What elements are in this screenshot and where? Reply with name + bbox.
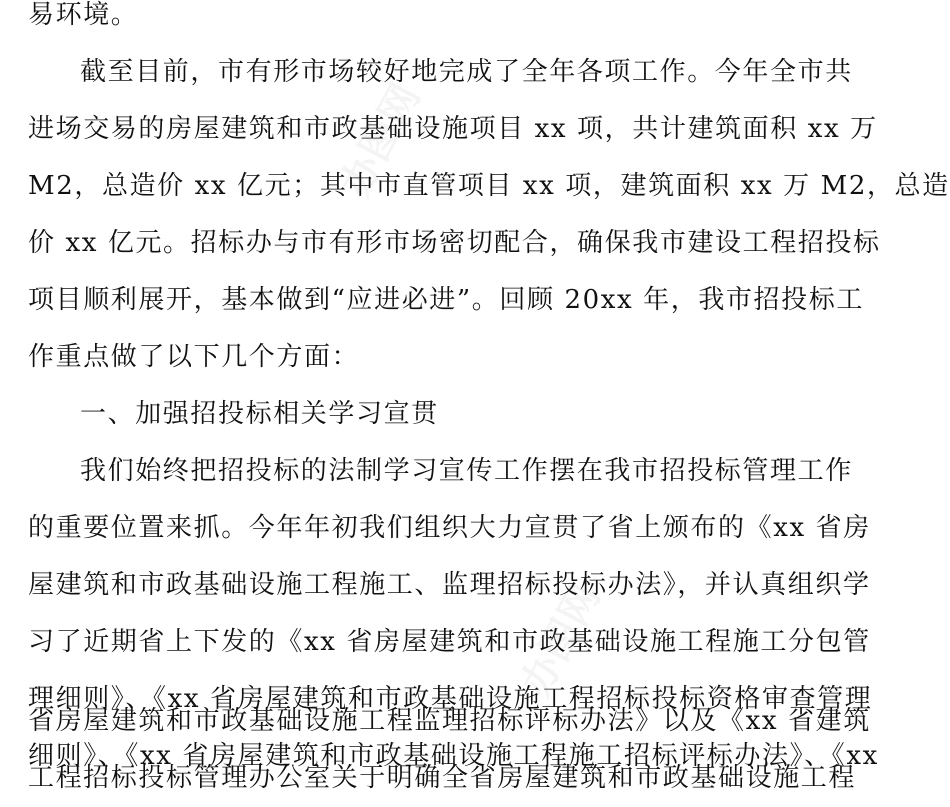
text-line: 的重要位置来抓。今年年初我们组织大力宣贯了省上颁布的《xx 省房: [28, 513, 871, 543]
text-line: 细则》、《xx 省房屋建筑和市政基础设施工程施工招标评标办法》、《xx: [28, 741, 879, 771]
page-text-block-bottom: [28, 693, 879, 807]
text-line: 项目顺利展开，基本做到“应进必进”。回顾 20xx 年，我市招投标工: [28, 285, 864, 315]
text-line: 易环境。: [28, 0, 139, 30]
paragraph-start-line: 我们始终把招投标的法制学习宣传工作摆在我市招投标管理工作: [80, 456, 853, 486]
section-heading: 一、加强招投标相关学习宣贯: [80, 399, 439, 429]
text-line: 进场交易的房屋建筑和市政基础设施项目 xx 项，共计建筑面积 xx 万: [28, 114, 878, 144]
text-line: 省房屋建筑和市政基础设施工程监理招标评标办法》以及《xx 省建筑: [28, 706, 871, 736]
paragraph-start-line: 截至目前，市有形市场较好地完成了全年各项工作。今年全市共: [80, 57, 853, 87]
watermark: 办图网: [332, 76, 430, 204]
text-line: 工程招标投标管理办公室关于明确全省房屋建筑和市政基础设施工程: [28, 763, 857, 793]
text-line: 价 xx 亿元。招标办与市有形市场密切配合，确保我市建设工程招投标: [28, 228, 881, 258]
watermark: 办图网: [512, 576, 610, 704]
text-line: 理细则》、《xx 省房屋建筑和市政基础设施工程招标投标资格审查管理: [28, 684, 873, 714]
page-text-block-top: [28, 0, 950, 785]
text-line: 习了近期省上下发的《xx 省房屋建筑和市政基础设施工程施工分包管: [28, 627, 871, 657]
text-line: M2，总造价 xx 亿元；其中市直管项目 xx 项，建筑面积 xx 万 M2，总造: [28, 171, 950, 201]
text-line: 作重点做了以下几个方面：: [28, 342, 360, 372]
text-line: 屋建筑和市政基础设施工程施工、监理招标投标办法》，并认真组织学: [28, 570, 871, 600]
